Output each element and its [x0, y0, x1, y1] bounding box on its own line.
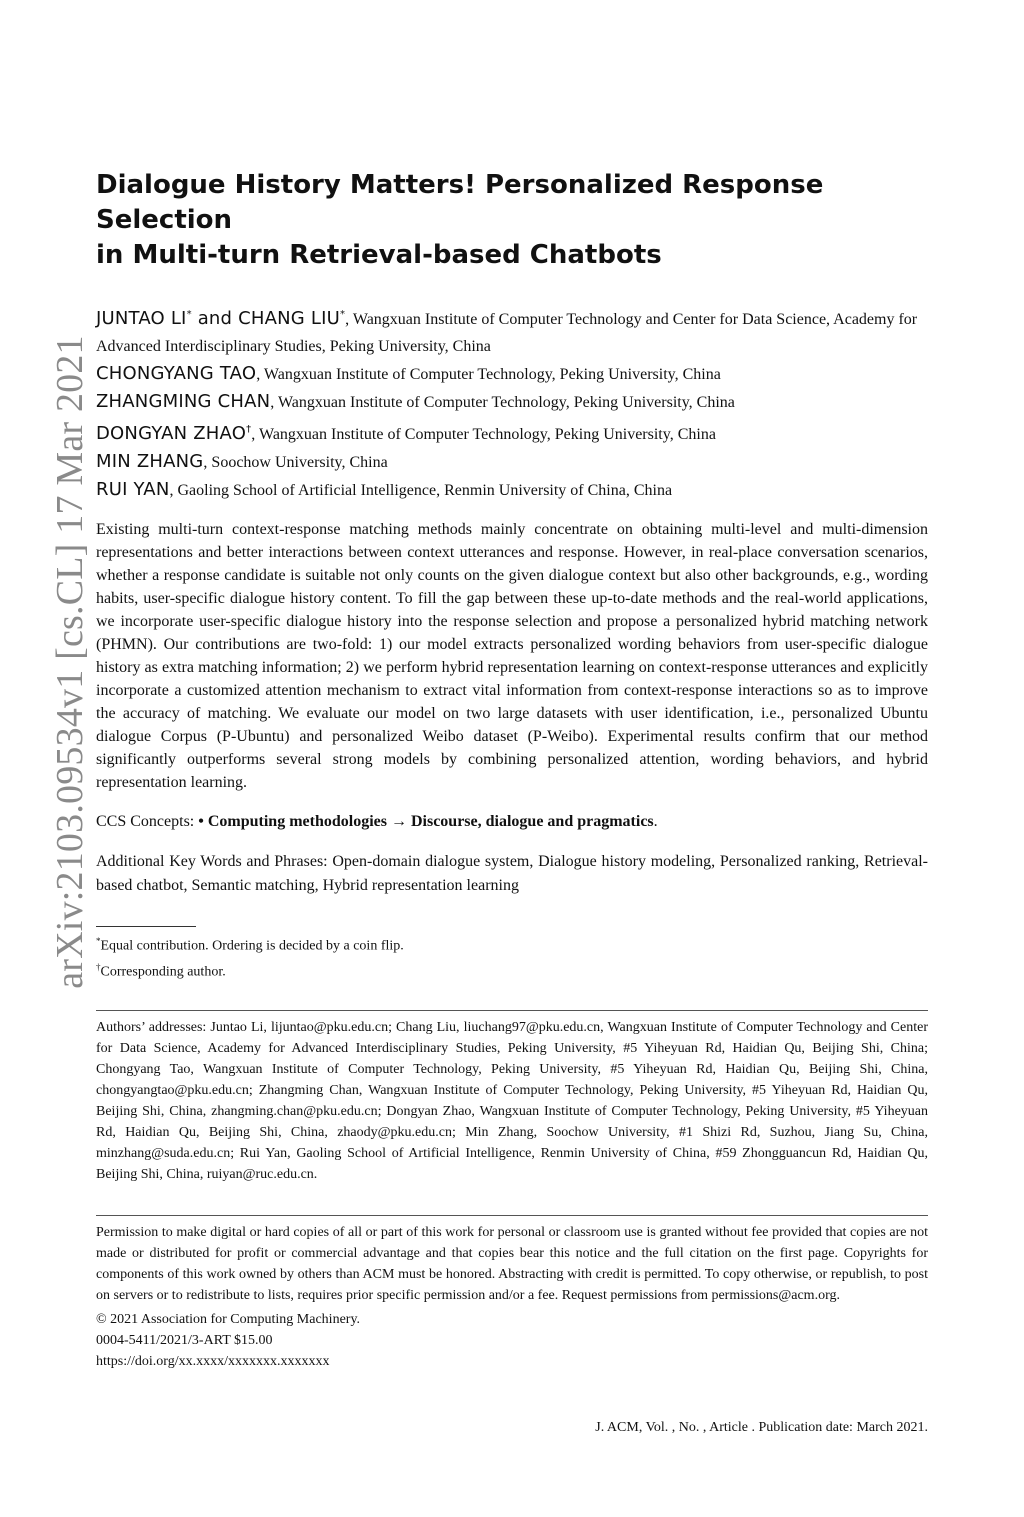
author-addresses: Authors’ addresses: Juntao Li, lijuntao@pku.edu.cn; Chang Liu, liuchang97@pku.edu.cn, Wangxuan Institute of Computer Technology and Center for Data Science, Academy for Advanced Interdisciplinary Studies, Peking University, #5 Yiheyuan Rd, Haidian Qu, Beijing Shi, China; Chongyang Tao, Wangxuan Institute of Computer Technology, Peking University, #5 Yiheyuan Rd, Haidian Qu, Beijing Shi, China, chongyangtao@pku.edu.cn; Zhangming Chan, Wangxuan Institute of Computer Technology, Peking University, #5 Yiheyuan Rd, Haidian Qu, Beijing Shi, China, zhangming.chan@pku.edu.cn; Dongyan Zhao, Wangxuan Institute of Computer Technology, Peking University, #5 Yiheyuan Rd, Haidian Qu, Beijing Shi, China, zhaody@pku.edu.cn; Min Zhang, Soochow University, #1 Shizi Rd, Suzhou, Jiang Su, China, minzhang@suda.edu.cn; Rui Yan, Gaoling School of Artificial Intelligence, Renmin University of China, #59 Zhongguancun Rd, Haidian Qu, Beijing Shi, China, ruiyan@ruc.edu.cn. [96, 1020, 928, 1183]
author-block [96, 301, 928, 504]
footnote-text: Corresponding author. [100, 964, 226, 980]
arxiv-stamp: arXiv:2103.09534v1 [cs.CL] 17 Mar 2021 [49, 335, 91, 989]
author-mark: * [186, 309, 192, 320]
author-affiliation: , Wangxuan Institute of Computer Technology and Center for Data Science, Academy for Advanced Interdisciplinary Studies, Peking University, China [96, 311, 918, 355]
author-name: JUNTAO LI* [96, 308, 192, 329]
author-mark: * [339, 309, 346, 320]
ccs-bullet: • [198, 813, 204, 830]
title-line-2: in Multi-turn Retrieval-based Chatbots [96, 240, 662, 270]
author-name: CHANG LIU* [238, 308, 346, 329]
author-entry [96, 476, 928, 504]
author-affiliation: , Wangxuan Institute of Computer Technology, Peking University, China [256, 366, 721, 383]
author-mark: † [246, 424, 252, 435]
publication-meta [96, 1309, 928, 1372]
footnote-mark: * [96, 936, 101, 946]
footnote [96, 957, 928, 983]
permission-divider [96, 1215, 928, 1216]
addresses-divider [96, 1010, 928, 1011]
footnote-text: Equal contribution. Ordering is decided by a coin flip. [100, 938, 404, 954]
ccs-concept-2: Discourse, dialogue and pragmatics [410, 813, 654, 830]
running-footer: J. ACM, Vol. , No. , Article . Publication date: March 2021. [595, 1420, 928, 1435]
ccs-arrow: → [390, 813, 407, 830]
paper-title [96, 168, 928, 273]
author-name: CHONGYANG TAO [96, 363, 257, 384]
keywords: Additional Key Words and Phrases: Open-domain dialogue system, Dialogue history modeling, Personalized ranking, Retrieval-based chatbot, Semantic matching, Hybrid representation learning [96, 853, 928, 894]
permission-notice: Permission to make digital or hard copies of all or part of this work for personal or classroom use is granted without fee provided that copies are not made or distributed for profit or commercial advantage and that copies bear this notice and the full citation on the first page. Copyrights for components of this work owned by others than ACM must be honored. Abstracting with credit is permitted. To copy otherwise, or republish, to post on servers or to redistribute to lists, requires prior specific permission and/or a fee. Request permissions from permissions@acm.org. [96, 1225, 928, 1304]
copyright-line: © 2021 Association for Computing Machinery. [96, 1312, 361, 1328]
author-entry [96, 360, 928, 388]
author-name: RUI YAN [96, 479, 170, 500]
footnote-divider [96, 926, 196, 927]
author-name: DONGYAN ZHAO† [96, 423, 252, 444]
author-entry [96, 301, 928, 360]
footnote [96, 931, 928, 957]
author-name: ZHANGMING CHAN [96, 391, 271, 412]
author-affiliation: , Wangxuan Institute of Computer Technology, Peking University, China [251, 426, 716, 443]
issn-line: 0004-5411/2021/3-ART $15.00 [96, 1333, 273, 1349]
footnote-mark: † [96, 961, 101, 972]
abstract: Existing multi-turn context-response matching methods mainly concentrate on obtaining multi-level and multi-dimension representations and better interactions between context utterances and response. However, in real-place conversation scenarios, whether a response candidate is suitable not only counts on the given dialogue context but also other backgrounds, e.g., wording habits, user-specific dialogue history content. To fill the gap between these up-to-date methods and the real-world applications, we incorporate user-specific dialogue history into the response selection and propose a personalized hybrid matching network (PHMN). Our contributions are two-fold: 1) our model extracts personalized wording behaviors from user-specific dialogue history as extra matching information; 2) we perform hybrid representation learning on context-response utterances and explicitly incorporate a customized attention mechanism to extract vital information from context-response interactions so as to improve the accuracy of matching. We evaluate our model on two large datasets with user identification, i.e., personalized Ubuntu dialogue Corpus (P-Ubuntu) and personalized Weibo dataset (P-Weibo). Experimental results confirm that our method significantly outperforms several strong models by combining personalized attention, wording behaviors, and hybrid representation learning. [96, 521, 928, 791]
author-affiliation: , Gaoling School of Artificial Intelligence, Renmin University of China, China [169, 482, 673, 499]
title-line-1: Dialogue History Matters! Personalized Response Selection [96, 170, 824, 235]
author-entry [96, 388, 928, 416]
author-name: MIN ZHANG [96, 451, 204, 472]
ccs-end: . [653, 813, 658, 830]
author-affiliation: , Soochow University, China [203, 454, 388, 471]
ccs-concepts [96, 810, 928, 833]
ccs-concept-1: Computing methodologies [207, 813, 387, 830]
footnotes [96, 931, 928, 982]
ccs-label: CCS Concepts: [96, 813, 199, 830]
doi-link[interactable]: https://doi.org/xx.xxxx/xxxxxxx.xxxxxxx [96, 1354, 330, 1370]
author-entry [96, 448, 928, 476]
author-affiliation: , Wangxuan Institute of Computer Technology, Peking University, China [270, 394, 735, 411]
author-entry [96, 416, 928, 448]
page-content [96, 168, 928, 1372]
author-connector: and [191, 308, 239, 329]
